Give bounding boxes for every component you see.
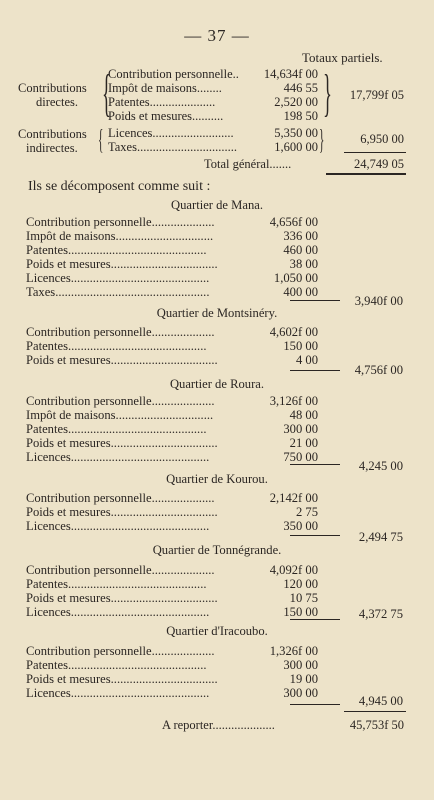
summary-item-value: 2,520 00	[274, 95, 318, 109]
list-item	[0, 644, 434, 658]
item-value: 300 00	[283, 686, 318, 700]
summary-item-label: Contribution personnelle..	[108, 67, 239, 81]
item-label: Poids et mesures..................................	[26, 257, 218, 271]
list-item	[0, 271, 434, 285]
quartier-subtotal: 4,372 75	[358, 607, 403, 621]
indirect-total: 6,950 00	[360, 132, 404, 146]
list-item	[0, 563, 434, 577]
report-value: 45,753f 50	[349, 718, 404, 732]
divider	[326, 173, 406, 175]
quartier-subtotal: 4,945 00	[358, 694, 403, 708]
list-item	[0, 422, 434, 436]
item-label: Contribution personnelle....................	[26, 394, 215, 408]
item-label: Impôt de maisons...............................	[26, 408, 214, 422]
quartier-title: Quartier de Kourou.	[166, 472, 268, 486]
item-label: Poids et mesures..................................	[26, 353, 218, 367]
list-item	[0, 591, 434, 605]
list-item	[0, 243, 434, 257]
item-value: 336 00	[283, 229, 318, 243]
item-value: 300 00	[283, 422, 318, 436]
item-value: 150 00	[283, 339, 318, 353]
item-label: Licences............................................	[26, 686, 210, 700]
item-label: Licences............................................	[26, 271, 210, 285]
item-label: Patentes............................................	[26, 243, 207, 257]
quartier-subtotal: 4,756f 00	[354, 363, 403, 377]
indirect-group-label: Contributions	[18, 127, 87, 141]
item-value: 4,092f 00	[269, 563, 318, 577]
list-item	[0, 658, 434, 672]
totaux-partiels-heading: Totaux partiels.	[302, 50, 383, 65]
quartier-title: Quartier de Roura.	[169, 377, 265, 391]
item-value: 4 00	[295, 353, 318, 367]
item-label: Poids et mesures..................................	[26, 436, 218, 450]
item-value: 2 75	[295, 505, 318, 519]
item-label: Patentes............................................	[26, 422, 207, 436]
brace-icon: }	[323, 65, 332, 122]
item-value: 120 00	[283, 577, 318, 591]
item-label: Poids et mesures..................................	[26, 672, 218, 686]
item-value: 750 00	[283, 450, 318, 464]
direct-group-label-2: directes.	[36, 95, 78, 109]
item-value: 10 75	[289, 591, 318, 605]
list-item	[0, 408, 434, 422]
divider	[290, 464, 340, 465]
list-item	[0, 505, 434, 519]
summary-item-label: Patentes.....................	[108, 95, 216, 109]
quartier-title: Quartier de Montsinéry.	[156, 306, 278, 320]
list-item	[0, 672, 434, 686]
item-value: 38 00	[289, 257, 318, 271]
item-value: 400 00	[283, 285, 318, 299]
divider	[290, 704, 340, 705]
brace-icon: {	[98, 125, 104, 156]
total-general-value: 24,749 05	[354, 157, 404, 171]
item-label: Taxes.................................................	[26, 285, 210, 299]
item-value: 48 00	[289, 408, 318, 422]
divider	[290, 300, 340, 301]
item-value: 4,656f 00	[269, 215, 318, 229]
summary-item-value: 198 50	[283, 109, 318, 123]
item-label: Impôt de maisons...............................	[26, 229, 214, 243]
item-label: Contribution personnelle....................	[26, 215, 215, 229]
item-value: 3,126f 00	[269, 394, 318, 408]
quartier-subtotal: 2,494 75	[358, 530, 403, 544]
item-label: Contribution personnelle....................	[26, 644, 215, 658]
item-label: Patentes............................................	[26, 658, 207, 672]
list-item	[0, 577, 434, 591]
divider	[344, 711, 406, 712]
brace-icon: }	[319, 125, 325, 156]
item-value: 300 00	[283, 658, 318, 672]
summary-item-label: Taxes................................	[108, 140, 237, 154]
summary-item-value: 1,600 00	[274, 140, 318, 154]
decomposition-heading: Ils se décomposent comme suit :	[28, 179, 211, 194]
item-value: 1,326f 00	[269, 644, 318, 658]
item-value: 460 00	[283, 243, 318, 257]
quartier-subtotal: 4,245 00	[358, 459, 403, 473]
divider	[290, 535, 340, 536]
item-label: Contribution personnelle....................	[26, 563, 215, 577]
summary-item-label: Licences..........................	[108, 126, 234, 140]
divider	[344, 152, 406, 153]
item-value: 19 00	[289, 672, 318, 686]
quartier-subtotal: 3,940f 00	[354, 294, 403, 308]
item-value: 350 00	[283, 519, 318, 533]
summary-item-value: 446 55	[283, 81, 318, 95]
page-number: — 37 —	[184, 26, 250, 45]
item-value: 150 00	[283, 605, 318, 619]
quartier-title: Quartier d'Iracoubo.	[166, 624, 268, 638]
list-item	[0, 325, 434, 339]
list-item	[0, 215, 434, 229]
direct-total: 17,799f 05	[349, 88, 404, 102]
item-value: 21 00	[289, 436, 318, 450]
list-item	[0, 491, 434, 505]
item-label: Licences............................................	[26, 450, 210, 464]
item-value: 2,142f 00	[269, 491, 318, 505]
item-value: 1,050 00	[273, 271, 318, 285]
list-item	[0, 339, 434, 353]
quartier-title: Quartier de Tonnégrande.	[152, 543, 282, 557]
indirect-group-label-2: indirectes.	[26, 141, 78, 155]
total-general-label: Total général.......	[204, 157, 292, 171]
item-label: Patentes............................................	[26, 577, 207, 591]
brace-icon: {	[102, 65, 111, 122]
list-item	[0, 257, 434, 271]
summary-item-label: Poids et mesures..........	[108, 109, 224, 123]
item-label: Poids et mesures..................................	[26, 591, 218, 605]
item-label: Contribution personnelle....................	[26, 325, 215, 339]
item-value: 4,602f 00	[269, 325, 318, 339]
item-label: Licences............................................	[26, 605, 210, 619]
report-label: A reporter....................	[162, 718, 275, 732]
item-label: Contribution personnelle....................	[26, 491, 215, 505]
item-label: Patentes............................................	[26, 339, 207, 353]
list-item	[0, 394, 434, 408]
quartier-title: Quartier de Mana.	[171, 198, 263, 212]
summary-item-label: Impôt de maisons........	[108, 81, 222, 95]
summary-item-value: 5,350 00	[274, 126, 318, 140]
divider	[290, 619, 340, 620]
item-label: Licences............................................	[26, 519, 210, 533]
direct-group-label: Contributions	[18, 81, 87, 95]
summary-item-value: 14,634f 00	[263, 67, 318, 81]
list-item	[0, 229, 434, 243]
divider	[290, 370, 340, 371]
list-item	[0, 436, 434, 450]
item-label: Poids et mesures..................................	[26, 505, 218, 519]
